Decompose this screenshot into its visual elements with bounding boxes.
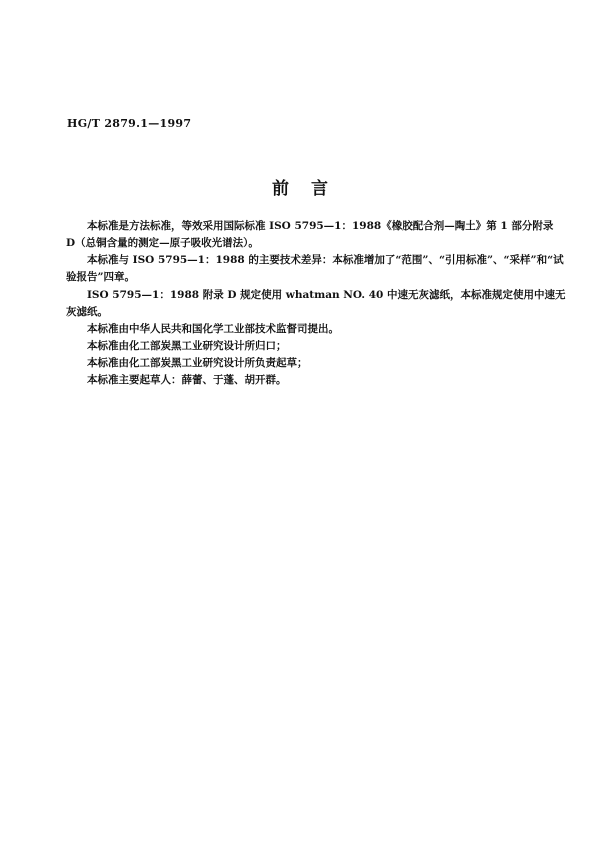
paragraph-line: 本标准由中华人民共和国化学工业部技术监督司提出。 [87,323,339,335]
paragraph-line: 本标准由化工部炭黑工业研究设计所归口； [87,340,287,352]
paragraph-line: 本标准由化工部炭黑工业研究设计所负责起草； [87,357,308,369]
paragraph-line: 本标准是方法标准，等效采用国际标准 ISO 5795—1：1988《橡胶配合剂—陶土》第 1 部分附录 [87,220,554,232]
page-title: 前言 [272,179,350,199]
paragraph-line: 本标准主要起草人：薛蕾、于蓬、胡开群。 [87,374,287,386]
paragraph-line: 本标准与 ISO 5795—1：1988 的主要技术差异：本标准增加了“范围”、“引用标准”、“采样”和“试 [87,254,564,266]
standard-code-header: HG/T 2879.1—1997 [67,117,192,130]
paragraph-line: ISO 5795—1：1988 附录 D 规定使用 whatman NO. 40 中速无灰滤纸，本标准规定使用中速无 [87,289,566,301]
paragraph-line: 灰滤纸。 [66,306,108,318]
paragraph-line: D（总铜含量的测定—原子吸收光谱法）。 [66,237,259,249]
paragraph-line: 验报告”四章。 [66,271,136,283]
